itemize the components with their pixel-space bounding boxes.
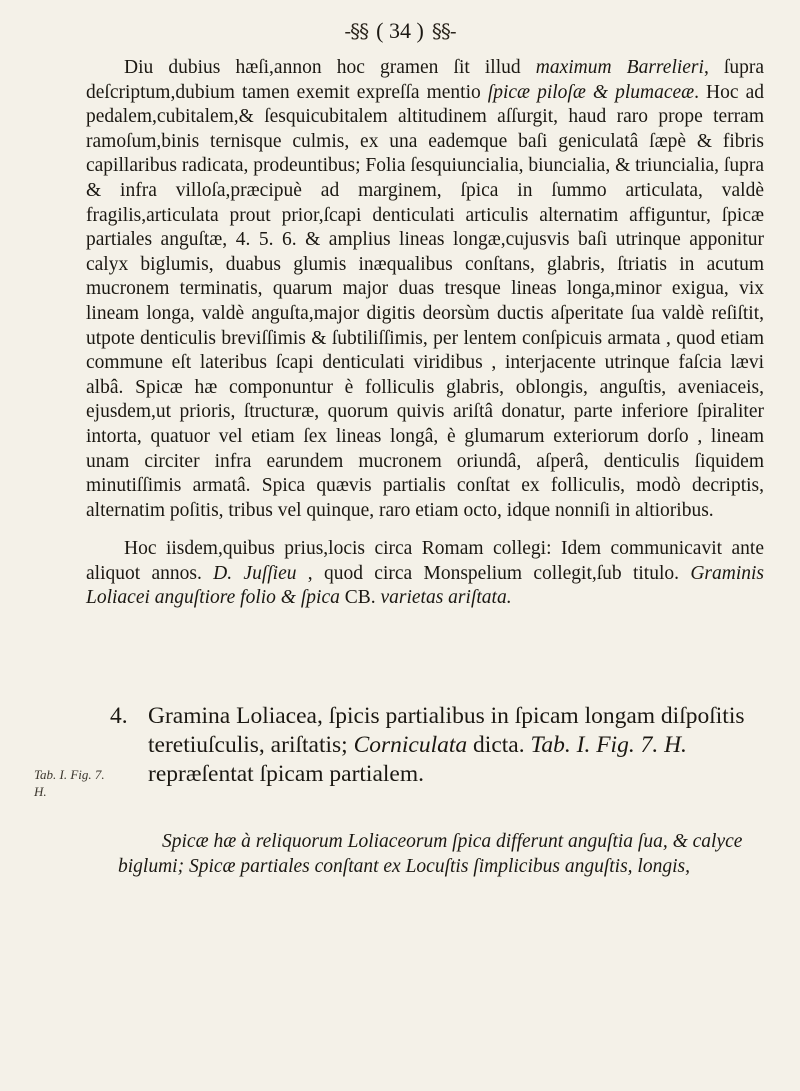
- spica-pilosa-term: ſpicæ piloſæ & plumaceæ: [487, 81, 695, 103]
- paragraph-2-text-c: , quod circa Monspelium collegit,ſub titulo.: [296, 562, 691, 584]
- paragraph-1-text-c: , ſupra deſcriptum,dubium tamen exemit expreſſa mentio: [86, 57, 764, 103]
- main-text: [86, 56, 764, 611]
- paragraph-1: [86, 56, 764, 523]
- heading-text-c: dicta.: [467, 732, 531, 758]
- margin-note-figure: Tab. I. Fig. 7.: [34, 767, 105, 782]
- section-heading: [110, 702, 766, 789]
- page-header: [0, 14, 800, 48]
- cb-reference: CB.: [339, 587, 381, 609]
- barrelieri-reference: maximum Barrelieri: [535, 57, 704, 78]
- italic-note: Spicæ hæ à reliquorum Loliaceorum ſpica differunt anguſtia ſua, & calyce biglumi; Spicæ partiales conſtant ex Locuſtis ſimplicibus anguſtis, longis,: [118, 831, 743, 877]
- paragraph-1-text-e: . Hoc ad pedalem,cubitalem,& ſesquicubitalem altitudinem aſſurgit, haud raro prope terram ramoſum,binis ternisque culmis, ex una eademque baſi geniculatâ ſæpè & fibris capillaribus radicata, prodeuntibus; Folia ſesquiuncialia, biuncialia, & triuncialia, ſupra & infra villoſa,præcipuè ad marginem, ſpica in ſummo articulata, valdè fragilis,articulata prout prior,ſcapi denticulati articulis alternatim affiguntur, ſpicæ partiales anguſtæ, 4. 5. 6. & amplius lineas longæ,cujusvis baſi utrinque apponitur calyx biglumis, duabus glumis inæqualibus conſtans, glabris, ſtriatis in acutum mucronem terminatis, quarum major duas tresque lineas longa,minor exigua, vix lineam longa, valdè anguſta,major digitis deorsùm ductis aſperitate ſua valdè reſiſtit, utpote denticulis breviſſimis & ſubtiliſſimis, per lentem conſpicuis armata , quod etiam commune eſt lateribus ſcapi denticulati viridibus , interjacente utrinque faſcia lævi albâ. Spicæ hæ componuntur è folliculis glabris, oblongis, anguſtis, aveniaceis, ejusdem,ut prioris, ſtructuræ, quorum quivis ariſtâ donatur, parte inferiore ſpiraliter intorta, quatuor vel etiam ſex lineas longâ, è glumarum exteriorum dorſo , lineam unam circiter infra earundem mucronem oriundâ, aſperâ, denticulis ſiquidem minutiſſimis armatâ. Spica quævis partialis conſtat ex folliculis, modò decriptis, alternatim poſitis, tribus vel quinque, raro etiam octo, idque nonniſi in altioribus.: [86, 81, 764, 521]
- paragraph-2: [86, 537, 764, 611]
- margin-note-letter: H.: [34, 784, 47, 799]
- section-heading-text: [148, 702, 766, 789]
- figure-reference: Tab. I. Fig. 7. H.: [530, 732, 687, 758]
- margin-note: [34, 766, 105, 800]
- heading-text-e: repræſentat ſpicam partialem.: [148, 761, 425, 787]
- section-number: 4.: [110, 703, 128, 729]
- gramen-title: Graminis Loliacei anguſtiore folio & ſpica: [86, 562, 764, 609]
- right-ornament: §§-: [431, 19, 456, 43]
- varietas-aristata: varietas ariſtata.: [380, 587, 512, 609]
- left-ornament: -§§: [344, 19, 369, 43]
- page-number: ( 34 ): [376, 18, 424, 43]
- paragraph-1-text-a: Diu dubius hæſi,annon hoc gramen ſit illud: [124, 57, 536, 78]
- paragraph-2-text-a: Hoc iisdem,quibus prius,locis circa Romam collegi: Idem communicavit ante aliquot annos.: [86, 538, 764, 584]
- jussieu-reference: D. Juſſieu: [213, 562, 297, 584]
- corniculata-term: Corniculata: [353, 732, 468, 758]
- heading-text-a: Gramina Loliacea, ſpicis partialibus in ſpicam longam diſpoſitis teretiuſculis, ariſtatis;: [148, 703, 745, 758]
